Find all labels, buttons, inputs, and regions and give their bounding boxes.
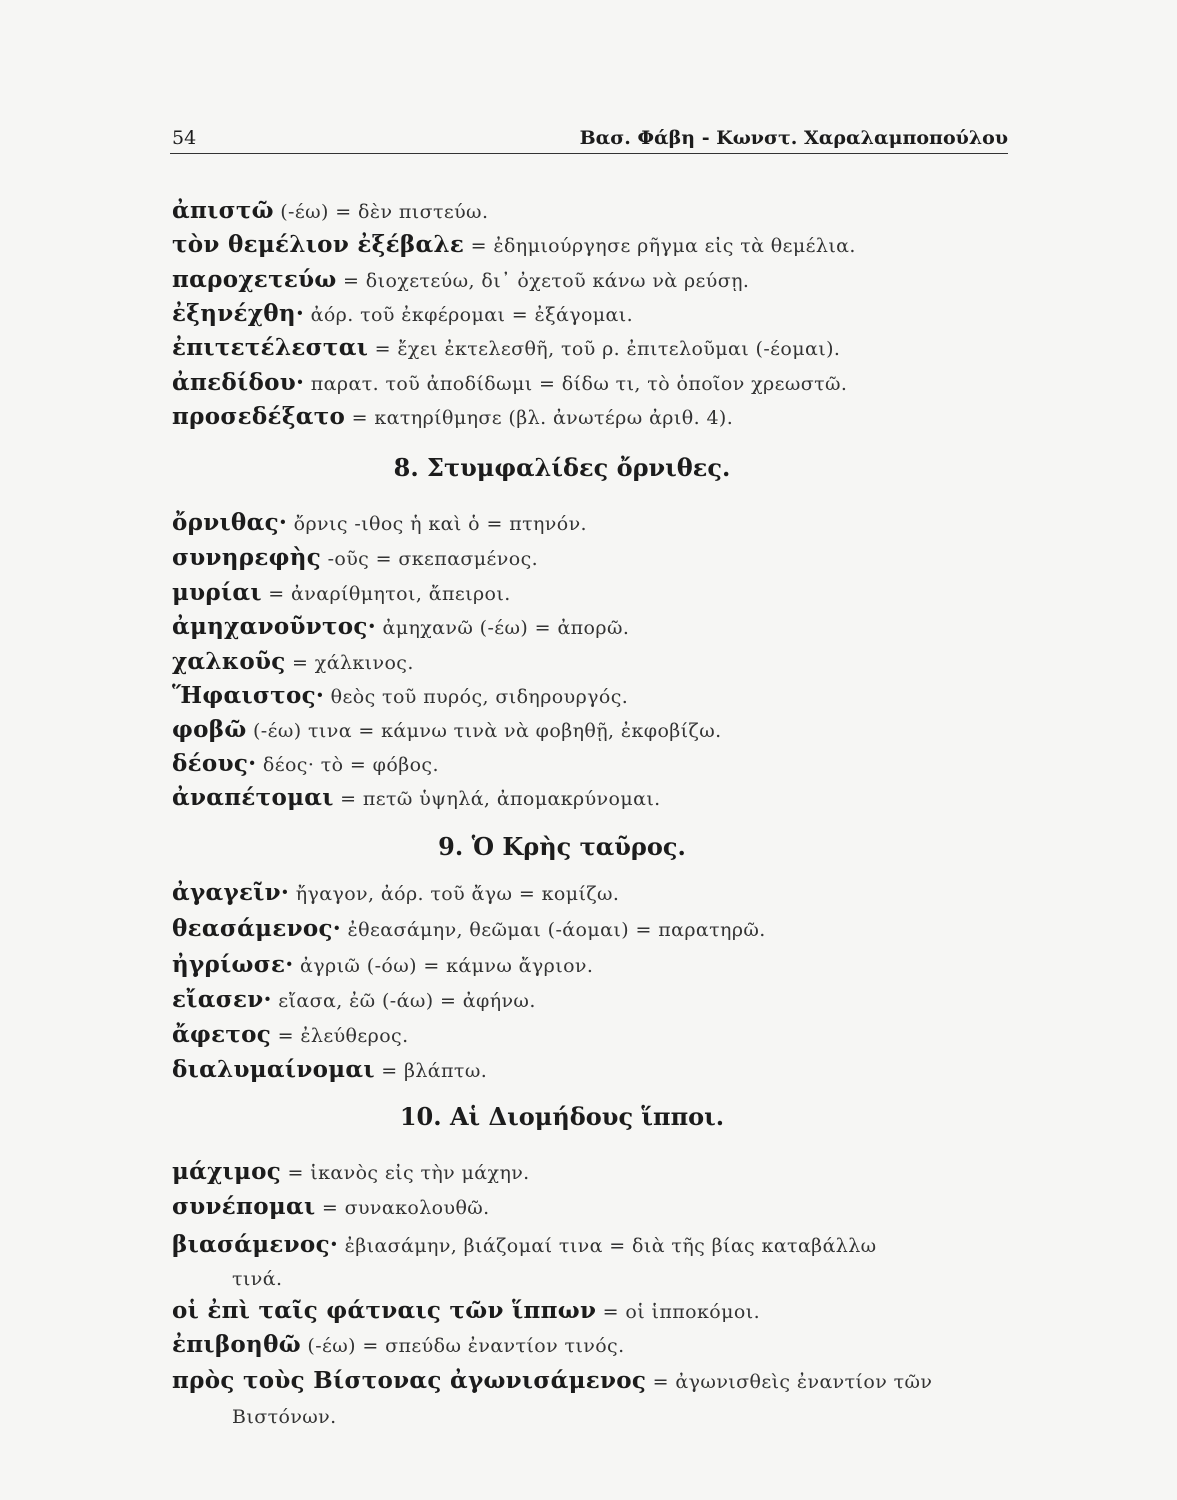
glossary-entry [172, 876, 619, 911]
entry-definition: θεὸς τοῦ πυρός, σιδηρουργός. [324, 686, 629, 708]
entry-definition: ἐβιασάμην, βιάζομαί τινα = διὰ τῆς βίας καταβάλλω [338, 1235, 877, 1257]
entry-term: ἠγρίωσε· [172, 951, 294, 978]
glossary-entry [172, 983, 536, 1018]
entry-definition: ὄρνις -ιθος ἡ καὶ ὁ = πτηνόν. [287, 513, 587, 535]
entry-term: ἐπιτετέλεσται [172, 334, 369, 361]
section-heading: 9. Ὁ Κρὴς ταῦρος. [438, 832, 686, 861]
entry-definition: (-έω) = σπεύδω ἐναντίον τινός. [300, 1335, 625, 1357]
entry-definition: εἴασα, ἐῶ (-άω) = ἀφήνω. [271, 990, 536, 1012]
entry-definition: Βιστόνων. [232, 1406, 337, 1428]
glossary-entry [172, 263, 749, 298]
glossary-entry [172, 610, 629, 645]
glossary-entry [172, 228, 856, 263]
entry-term: μάχιμος [172, 1158, 282, 1185]
glossary-entry [172, 1155, 530, 1190]
entry-term: ὄρνιθας· [172, 509, 288, 536]
entry-term: τὸν θεμέλιον ἐξέβαλε [172, 231, 465, 258]
entry-term: ἀμηχανοῦντος· [172, 613, 377, 640]
glossary-entry [172, 645, 414, 680]
entry-term: φοβῶ [172, 716, 247, 743]
entry-term: συνηρεφὴς [172, 544, 322, 571]
entry-definition: δέος· τὸ = φόβος. [256, 754, 439, 776]
section-heading: 10. Αἱ Διομήδους ἵπποι. [399, 1102, 725, 1131]
glossary-entry [172, 506, 587, 541]
entry-definition: = πετῶ ὑψηλά, ἀπομακρύνομαι. [333, 788, 661, 810]
entry-term: πρὸς τοὺς Βίστονας ἀγωνισάμενος [172, 1367, 647, 1394]
entry-definition: = οἱ ἱπποκόμοι. [596, 1301, 761, 1323]
entry-term: ἀγαγεῖν· [172, 879, 290, 906]
glossary-entry [172, 747, 439, 782]
glossary-entry [172, 1294, 760, 1329]
glossary-entry [172, 1364, 932, 1399]
glossary-entry [172, 400, 733, 435]
entry-term: ἀναπέτομαι [172, 784, 334, 811]
glossary-entry [172, 781, 661, 816]
entry-definition: = ἀναρίθμητοι, ἄπειροι. [261, 583, 511, 605]
glossary-entry [172, 366, 847, 401]
entry-definition: = ἱκανὸς εἰς τὴν μάχην. [281, 1162, 530, 1184]
entry-term: χαλκοῦς [172, 648, 286, 675]
entry-term: θεασάμενος· [172, 915, 342, 942]
glossary-entry [172, 331, 840, 366]
entry-definition: = χάλκινος. [285, 652, 414, 674]
entry-definition: τινά. [232, 1268, 283, 1290]
entry-term: διαλυμαίνομαι [172, 1056, 375, 1083]
glossary-entry [172, 1190, 490, 1225]
entry-definition: = ἀγωνισθεὶς ἐναντίον τῶν [646, 1371, 933, 1393]
glossary-entry [172, 576, 511, 611]
glossary-entry [172, 1018, 409, 1053]
glossary-entry [172, 912, 766, 947]
entry-term: ἀπιστῶ [172, 197, 274, 224]
entry-term: εἴασεν· [172, 986, 272, 1013]
entry-term: μυρίαι [172, 579, 262, 606]
glossary-entry [172, 541, 538, 576]
glossary-entry [172, 194, 488, 229]
entry-term: ἐπιβοηθῶ [172, 1331, 301, 1358]
entry-continuation [232, 1262, 282, 1296]
glossary-entry [172, 1328, 625, 1363]
entry-term: ἄφετος [172, 1021, 272, 1048]
entry-term: προσεδέξατο [172, 403, 346, 430]
entry-definition: (-έω) = δὲν πιστεύω. [273, 201, 489, 223]
entry-definition: (-έω) τινα = κάμνω τινὰ νὰ φοβηθῇ, ἐκφοβίζω. [246, 720, 722, 742]
glossary-entry [172, 1053, 487, 1088]
entry-term: Ἥφαιστος· [172, 682, 325, 709]
entry-definition: = διοχετεύω, δι᾿ ὀχετοῦ κάνω νὰ ρεύσῃ. [336, 270, 750, 292]
entry-definition: παρατ. τοῦ ἀποδίδωμι = δίδω τι, τὸ ὁποῖον χρεωστῶ. [304, 373, 848, 395]
entry-term: οἱ ἐπὶ ταῖς φάτναις τῶν ἵππων [172, 1297, 597, 1324]
entry-term: παροχετεύω [172, 266, 337, 293]
entry-continuation [232, 1400, 337, 1434]
entry-definition: = ἐλεύθερος. [271, 1025, 409, 1047]
entry-definition: ἀμηχανῶ (-έω) = ἀπορῶ. [376, 617, 630, 639]
section-heading: 8. Στυμφαλίδες ὄρνιθες. [393, 453, 731, 482]
entry-definition: = ἐδημιούργησε ρῆγμα εἰς τὰ θεμέλια. [464, 235, 856, 257]
entry-definition: ἤγαγον, ἀόρ. τοῦ ἄγω = κομίζω. [289, 883, 620, 905]
entry-term: ἀπεδίδου· [172, 369, 305, 396]
entry-definition: = κατηρίθμησε (βλ. ἀνωτέρω ἀριθ. 4). [345, 407, 734, 429]
entry-definition: = βλάπτω. [374, 1060, 488, 1082]
glossary-entry [172, 297, 633, 332]
entry-definition: ἀόρ. τοῦ ἐκφέρομαι = ἐξάγομαι. [304, 304, 634, 326]
entry-term: βιασάμενος· [172, 1231, 339, 1258]
entry-term: δέους· [172, 750, 257, 777]
glossary-entry [172, 948, 593, 983]
entry-term: συνέπομαι [172, 1193, 316, 1220]
entry-definition: = ἔχει ἐκτελεσθῆ, τοῦ ρ. ἐπιτελοῦμαι (-έομαι). [368, 338, 841, 360]
glossary-entry [172, 679, 628, 714]
entry-definition: ἀγριῶ (-όω) = κάμνω ἄγριον. [293, 955, 594, 977]
page-number: 54 [172, 127, 197, 149]
entry-definition: ἐθεασάμην, θεῶμαι (-άομαι) = παρατηρῶ. [341, 919, 766, 941]
entry-definition: -οῦς = σκεπασμένος. [321, 548, 539, 570]
running-title: Βασ. Φάβη - Κωνστ. Χαραλαμποπούλου [579, 127, 1008, 149]
glossary-entry [172, 713, 722, 748]
page-header [170, 123, 1008, 154]
glossary-entry [172, 1228, 877, 1263]
entry-term: ἐξηνέχθη· [172, 300, 305, 327]
entry-definition: = συνακολουθῶ. [315, 1197, 490, 1219]
